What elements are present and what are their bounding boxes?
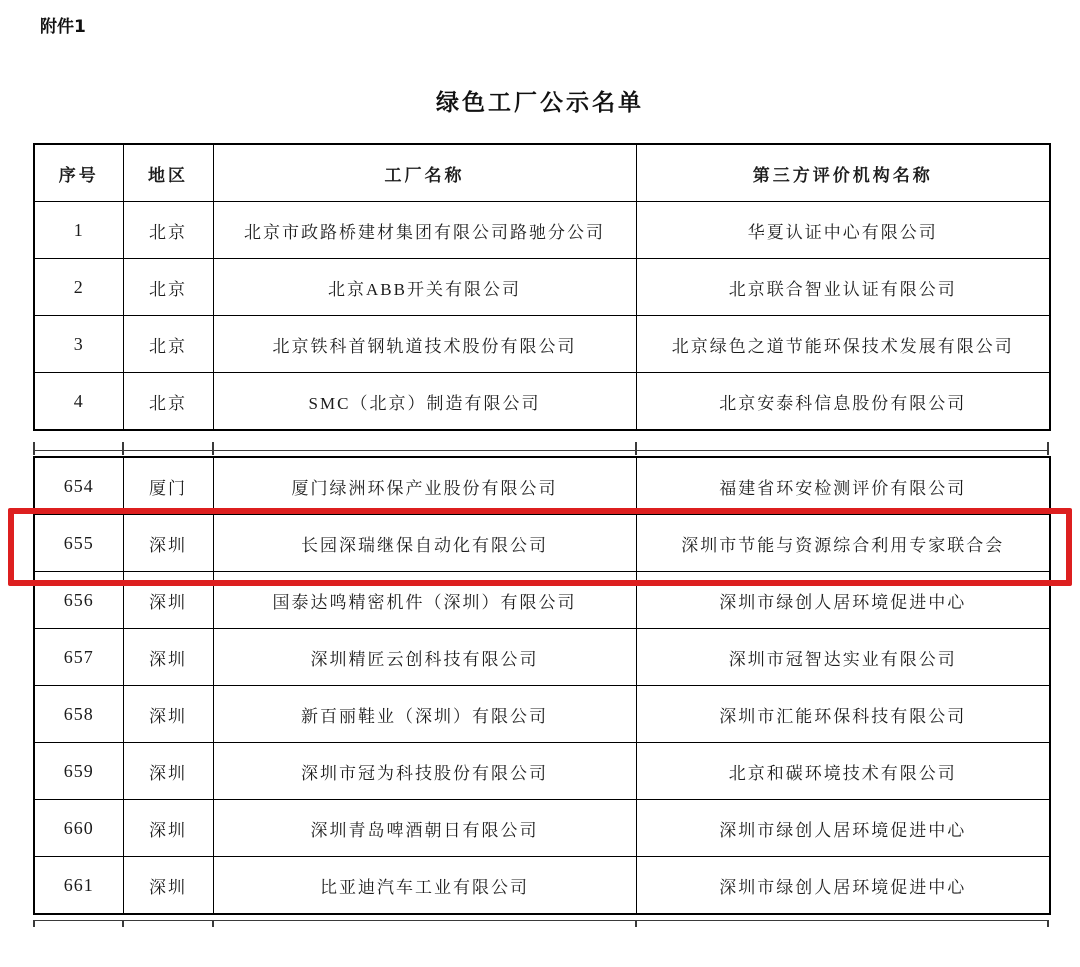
- break-line: [33, 450, 1049, 451]
- cell-agency: 北京联合智业认证有限公司: [636, 259, 1050, 316]
- table-segment-1: [33, 143, 1051, 431]
- cell-agency: 深圳市冠智达实业有限公司: [636, 629, 1050, 686]
- cell-region: 北京: [123, 316, 213, 373]
- table-segment-2: [33, 456, 1051, 915]
- cell-factory: SMC（北京）制造有限公司: [213, 373, 636, 431]
- cell-factory: 北京市政路桥建材集团有限公司路驰分公司: [213, 202, 636, 259]
- table-row: [34, 857, 1050, 915]
- break-stub: [33, 442, 35, 455]
- break-stub: [122, 920, 124, 927]
- cell-factory: 深圳市冠为科技股份有限公司: [213, 743, 636, 800]
- cell-factory: 长园深瑞继保自动化有限公司: [213, 515, 636, 572]
- attachment-label: 附件1: [40, 17, 86, 37]
- table-row: [34, 457, 1050, 515]
- table-row: [34, 686, 1050, 743]
- cell-agency: 深圳市绿创人居环境促进中心: [636, 857, 1050, 915]
- cell-region: 深圳: [123, 629, 213, 686]
- cell-no: 654: [34, 457, 123, 515]
- cell-factory: 厦门绿洲环保产业股份有限公司: [213, 457, 636, 515]
- cell-no: 2: [34, 259, 123, 316]
- break-stub: [212, 920, 214, 927]
- cell-no: 4: [34, 373, 123, 431]
- cell-region: 深圳: [123, 572, 213, 629]
- column-header: 工厂名称: [213, 144, 636, 202]
- cell-factory: 国泰达鸣精密机件（深圳）有限公司: [213, 572, 636, 629]
- cell-region: 深圳: [123, 857, 213, 915]
- cell-agency: 北京绿色之道节能环保技术发展有限公司: [636, 316, 1050, 373]
- break-line: [33, 920, 1049, 921]
- cell-no: 1: [34, 202, 123, 259]
- cell-agency: 深圳市绿创人居环境促进中心: [636, 572, 1050, 629]
- cell-factory: 深圳精匠云创科技有限公司: [213, 629, 636, 686]
- cell-region: 深圳: [123, 515, 213, 572]
- cell-region: 深圳: [123, 800, 213, 857]
- cell-factory: 深圳青岛啤酒朝日有限公司: [213, 800, 636, 857]
- table-row: [34, 800, 1050, 857]
- page-title: 绿色工厂公示名单: [436, 90, 644, 116]
- cell-region: 深圳: [123, 686, 213, 743]
- cell-no: 659: [34, 743, 123, 800]
- column-header: 地区: [123, 144, 213, 202]
- column-header: 第三方评价机构名称: [636, 144, 1050, 202]
- break-stub: [33, 920, 35, 927]
- cell-no: 661: [34, 857, 123, 915]
- break-stub: [1047, 920, 1049, 927]
- cell-agency: 北京和碳环境技术有限公司: [636, 743, 1050, 800]
- cell-region: 北京: [123, 373, 213, 431]
- cell-region: 厦门: [123, 457, 213, 515]
- table-row: [34, 202, 1050, 259]
- table-row: [34, 259, 1050, 316]
- cell-region: 北京: [123, 202, 213, 259]
- cell-no: 660: [34, 800, 123, 857]
- cell-factory: 新百丽鞋业（深圳）有限公司: [213, 686, 636, 743]
- cell-no: 3: [34, 316, 123, 373]
- cell-agency: 福建省环安检测评价有限公司: [636, 457, 1050, 515]
- cell-no: 657: [34, 629, 123, 686]
- table-row: [34, 373, 1050, 431]
- table-row: [34, 629, 1050, 686]
- cell-agency: 深圳市节能与资源综合利用专家联合会: [636, 515, 1050, 572]
- cell-factory: 比亚迪汽车工业有限公司: [213, 857, 636, 915]
- table-row: [34, 743, 1050, 800]
- column-header: 序号: [34, 144, 123, 202]
- cell-region: 北京: [123, 259, 213, 316]
- cell-region: 深圳: [123, 743, 213, 800]
- table-row: [34, 316, 1050, 373]
- break-stub: [635, 442, 637, 455]
- cell-factory: 北京ABB开关有限公司: [213, 259, 636, 316]
- break-stub: [122, 442, 124, 455]
- table-break-top: [33, 442, 1049, 455]
- table-row: [34, 515, 1050, 572]
- break-stub: [212, 442, 214, 455]
- cell-agency: 深圳市汇能环保科技有限公司: [636, 686, 1050, 743]
- break-stub: [635, 920, 637, 927]
- cell-agency: 北京安泰科信息股份有限公司: [636, 373, 1050, 431]
- cell-agency: 华夏认证中心有限公司: [636, 202, 1050, 259]
- table-header-row: [34, 144, 1050, 202]
- table-row: [34, 572, 1050, 629]
- table-break-bottom: [33, 920, 1049, 927]
- cell-no: 656: [34, 572, 123, 629]
- cell-factory: 北京铁科首钢轨道技术股份有限公司: [213, 316, 636, 373]
- break-stub: [1047, 442, 1049, 455]
- cell-agency: 深圳市绿创人居环境促进中心: [636, 800, 1050, 857]
- cell-no: 658: [34, 686, 123, 743]
- cell-no: 655: [34, 515, 123, 572]
